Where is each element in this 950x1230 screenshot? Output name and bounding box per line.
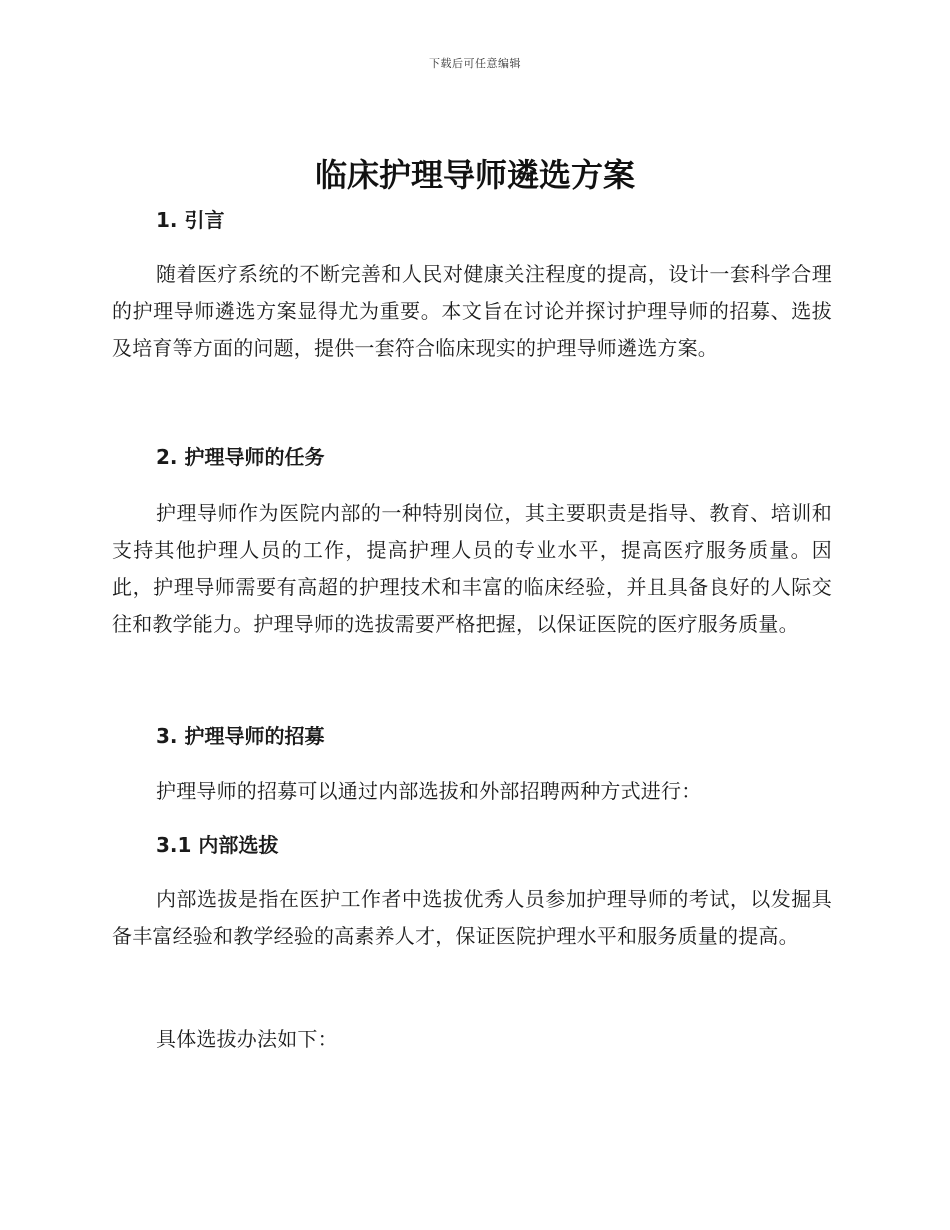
document-title: 临床护理导师遴选方案 — [314, 156, 635, 194]
section-3-1-paragraph: 内部选拔是指在医护工作者中选拔优秀人员参加护理导师的考试，以发掘具备丰富经验和教学经验的高素养人才，保证医院护理水平和服务质量的提高。 — [112, 887, 832, 948]
section-3-1-paragraph-2: 具体选拔办法如下： — [156, 1027, 338, 1051]
section-3-1-heading: 3.1 内部选拔 — [156, 833, 279, 857]
section-2-paragraph: 护理导师作为医院内部的一种特别岗位，其主要职责是指导、教育、培训和支持其他护理人员的工作，提高护理人员的专业水平，提高医疗服务质量。因此，护理导师需要有高超的护理技术和丰富的临床经验，并且具备良好的人际交往和教学能力。护理导师的选拔需要严格把握，以保证医院的医疗服务质量。 — [112, 501, 832, 636]
section-3-paragraph: 护理导师的招募可以通过内部选拔和外部招聘两种方式进行： — [156, 779, 702, 803]
section-2-heading: 2. 护理导师的任务 — [156, 445, 325, 469]
section-1-paragraph: 随着医疗系统的不断完善和人民对健康关注程度的提高，设计一套科学合理的护理导师遴选方案显得尤为重要。本文旨在讨论并探讨护理导师的招募、选拔及培育等方面的问题，提供一套符合临床现实的护理导师遴选方案。 — [112, 262, 832, 360]
section-1-heading: 1. 引言 — [156, 208, 225, 232]
header-note: 下载后可任意编辑 — [429, 57, 521, 70]
section-3-heading: 3. 护理导师的招募 — [156, 724, 325, 748]
